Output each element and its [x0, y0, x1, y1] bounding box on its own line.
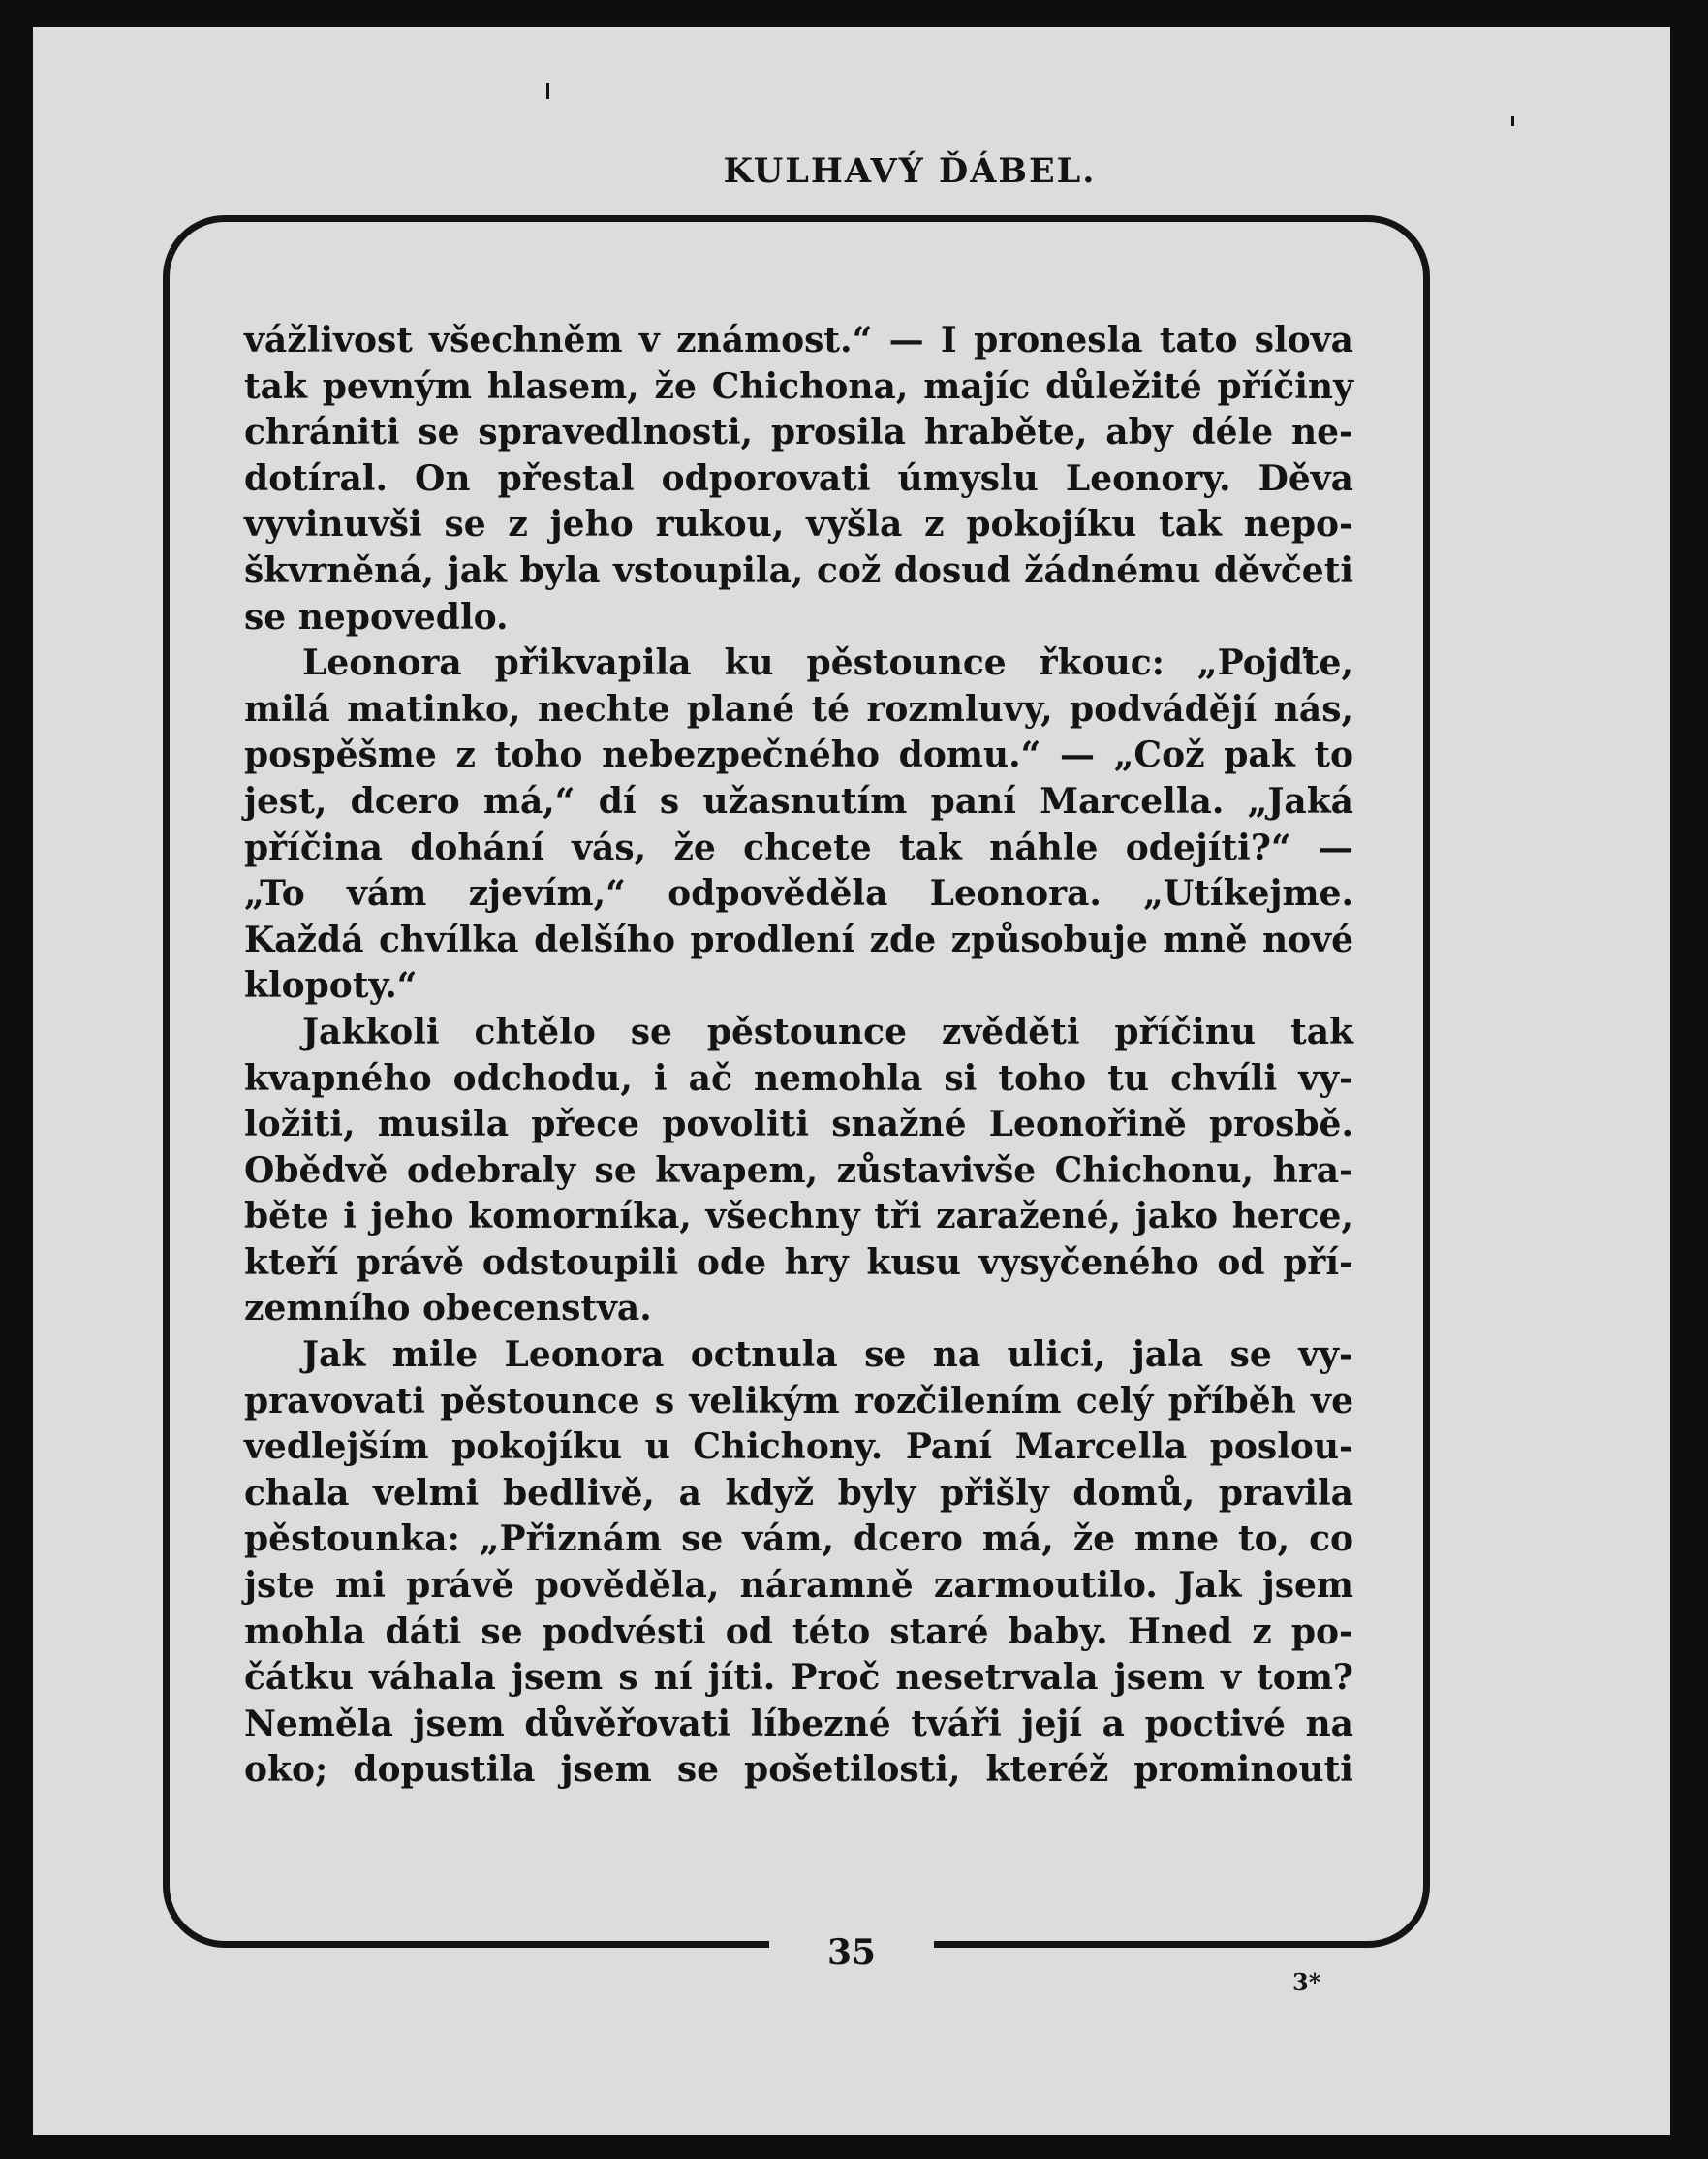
text-line: se nepovedlo.	[244, 596, 509, 638]
text-line: Jakkoli chtělo se pěstounce zvěděti příčinu tak	[302, 1011, 1353, 1052]
text-line: oko; dopustila jsem se pošetilosti, kteréž prominouti	[244, 1749, 1353, 1791]
text-line: tak pevným hlasem, že Chichona, majíc důležité příčiny	[244, 365, 1353, 407]
text-line: Jak mile Leonora octnula se na ulici, jala se vy-	[302, 1334, 1353, 1376]
text-line: pravovati pěstounce s velikým rozčilením celý příběh ve	[244, 1380, 1353, 1422]
text-line: Leonora přikvapila ku pěstounce řkouc: „Pojďte,	[302, 642, 1353, 684]
text-line: ložiti, musila přece povoliti snažné Leonořině prosbě.	[244, 1104, 1353, 1145]
text-line: kvapného odchodu, i ač nemohla si toho tu chvíli vy-	[244, 1057, 1353, 1099]
text-line: chala velmi bedlivě, a když byly přišly domů, pravila	[244, 1472, 1353, 1514]
scan-speck	[546, 83, 549, 99]
folio-gap	[769, 1928, 934, 1973]
text-line: škvrněná, jak byla vstoupila, což dosud žádnému děvčeti	[244, 549, 1353, 591]
text-line: Obědvě odebraly se kvapem, zůstavivše Chichonu, hra-	[244, 1149, 1353, 1191]
text-line: klopoty.“	[244, 965, 418, 1007]
text-line: kteří právě odstoupili ode hry kusu vysyčeného od pří-	[244, 1241, 1353, 1283]
scan-speck	[1511, 116, 1514, 126]
text-line: vyvinuvši se z jeho rukou, vyšla z pokojíku tak nepo-	[244, 504, 1353, 546]
text-line: pěstounka: „Přiznám se vám, dcero má, že mne to, co	[244, 1518, 1353, 1560]
book-page	[33, 27, 1670, 2135]
text-line: chrániti se spravedlnosti, prosila hraběte, aby déle ne-	[244, 412, 1353, 454]
text-line: Každá chvílka delšího prodlení zde způsobuje mně nové	[244, 919, 1353, 960]
text-line: jste mi právě pověděla, náramně zarmoutilo. Jak jsem	[244, 1565, 1353, 1607]
text-line: běte i jeho komorníka, všechny tři zaražené, jako herce,	[244, 1196, 1353, 1237]
text-line: milá matinko, nechte plané té rozmluvy, podvádějí nás,	[244, 688, 1353, 730]
text-line: „To vám zjevím,“ odpověděla Leonora. „Utíkejme.	[244, 873, 1353, 915]
text-line: dotíral. On přestal odporovati úmyslu Leonory. Děva	[244, 457, 1353, 499]
running-head: KULHAVÝ ĎÁBEL.	[723, 151, 1097, 191]
text-line: příčina dohání vás, že chcete tak náhle odejíti?“ —	[244, 827, 1353, 868]
text-line: mohla dáti se podvésti od této staré baby. Hned z po-	[244, 1611, 1353, 1652]
text-line: vedlejším pokojíku u Chichony. Paní Marcella poslou-	[244, 1426, 1353, 1468]
text-line: pospěšme z toho nebezpečného domu.“ — „Což pak to	[244, 735, 1353, 776]
page-number: 35	[826, 1932, 877, 1973]
text-line: jest, dcero má,“ dí s užasnutím paní Marcella. „Jaká	[244, 780, 1353, 822]
text-line: zemního obecenstva.	[244, 1288, 652, 1330]
body-text	[244, 318, 1353, 1794]
signature-mark: 3*	[1292, 1968, 1321, 1996]
text-line: vážlivost všechněm v známost.“ — I pronesla tato slova	[244, 320, 1353, 360]
text-line: čátku váhala jsem s ní jíti. Proč nesetrvala jsem v tom?	[244, 1657, 1353, 1699]
text-line: Neměla jsem důvěřovati líbezné tváři její a poctivé na	[244, 1703, 1353, 1744]
